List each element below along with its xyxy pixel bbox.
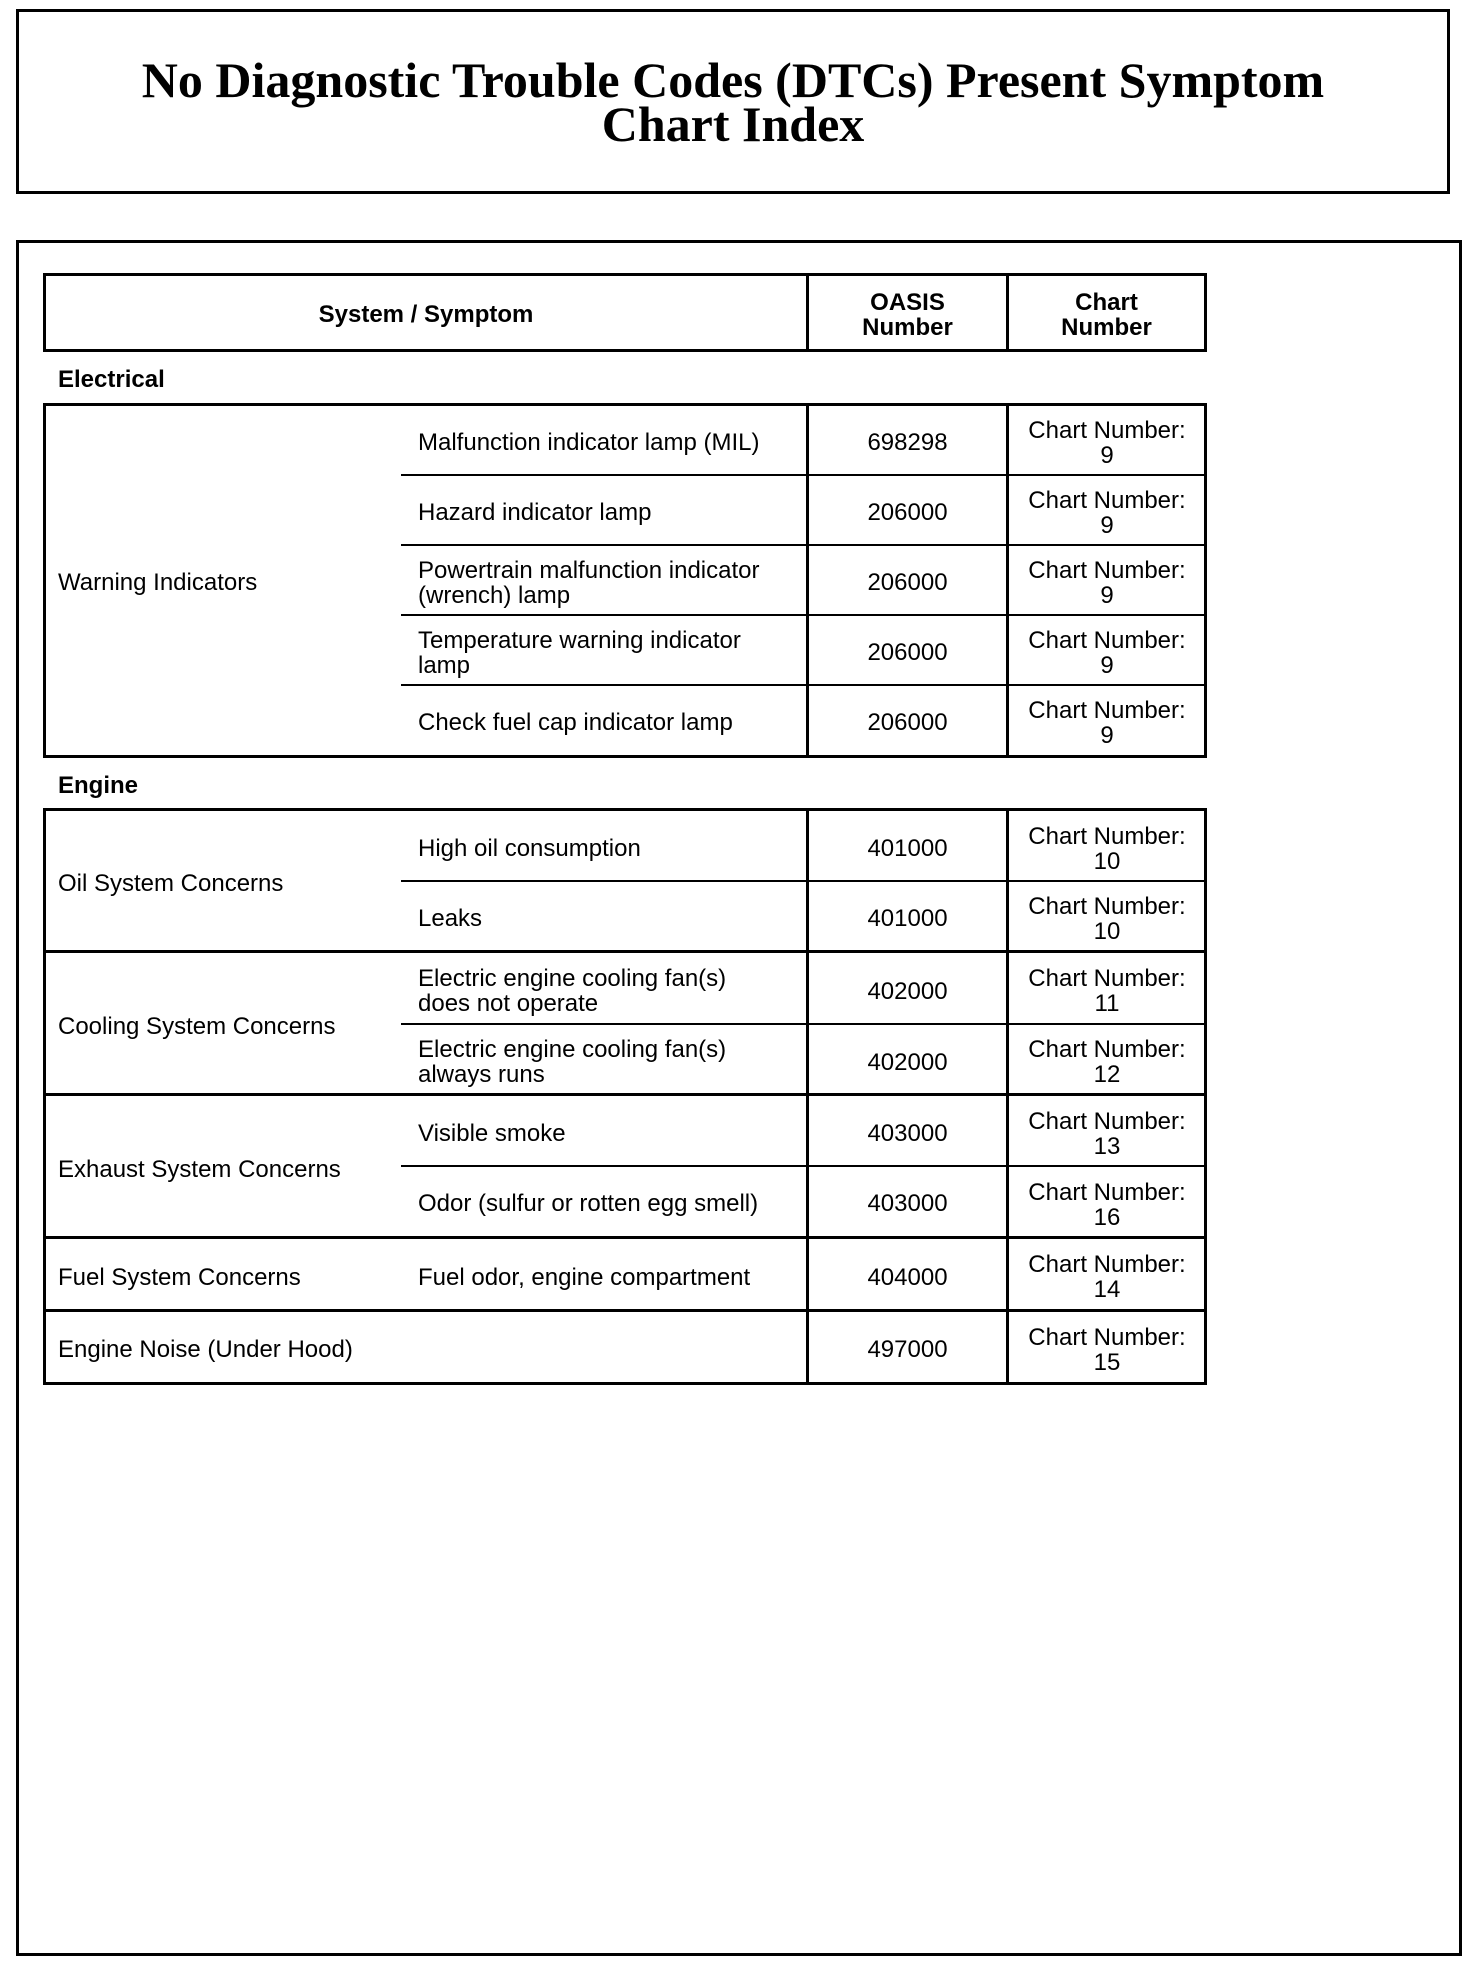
- chart-number-label: Chart Number:: [1028, 1108, 1186, 1135]
- header-system-symptom: System / Symptom: [318, 301, 534, 328]
- oasis-cell: 403000: [867, 1190, 948, 1217]
- page-title-line-1: No Diagnostic Trouble Codes (DTCs) Present Symptom: [141, 51, 1325, 108]
- chart-number-cell: [1008, 824, 1206, 874]
- chart-number-value: 15: [1093, 1349, 1121, 1376]
- oasis-cell: 402000: [867, 978, 948, 1005]
- chart-number-value: 9: [1100, 582, 1114, 609]
- chart-number-cell: [1008, 488, 1206, 538]
- chart-number-value: 14: [1093, 1276, 1121, 1303]
- group-fuel-system: Fuel System Concerns: [58, 1264, 301, 1291]
- oasis-cell: 403000: [867, 1120, 948, 1147]
- chart-number-cell: [1008, 628, 1206, 678]
- row-divider: [401, 1165, 1204, 1167]
- section-electrical: Electrical: [58, 366, 165, 393]
- page-title-line-2: Chart Index: [601, 95, 865, 152]
- chart-number-label: Chart Number:: [1028, 893, 1186, 920]
- chart-number-cell: [1008, 966, 1206, 1016]
- section-engine: Engine: [58, 772, 139, 799]
- symptom-cell: Visible smoke: [418, 1120, 566, 1147]
- symptom-cell: Electric engine cooling fan(s): [418, 1036, 727, 1063]
- symptom-cell: Temperature warning indicator: [418, 627, 741, 654]
- symptom-cell: High oil consumption: [418, 835, 641, 862]
- chart-number-label: Chart Number:: [1028, 627, 1186, 654]
- symptom-cell: Check fuel cap indicator lamp: [418, 709, 733, 736]
- symptom-cell-line-2: does not operate: [418, 990, 599, 1017]
- oasis-cell: 401000: [867, 835, 948, 862]
- chart-number-cell: [1008, 1180, 1206, 1230]
- chart-number-label: Chart Number:: [1028, 557, 1186, 584]
- group-engine-noise: Engine Noise (Under Hood): [58, 1336, 353, 1363]
- chart-number-value: 10: [1093, 848, 1121, 875]
- oasis-cell: 206000: [867, 639, 948, 666]
- chart-number-cell: [1008, 1325, 1206, 1375]
- row-divider: [401, 1023, 1204, 1025]
- oasis-cell: 404000: [867, 1264, 948, 1291]
- oasis-cell: 698298: [867, 429, 948, 456]
- symptom-cell-line-2: always runs: [418, 1061, 545, 1088]
- row-divider: [401, 474, 1204, 476]
- chart-number-label: Chart Number:: [1028, 1179, 1186, 1206]
- oasis-cell: 497000: [867, 1336, 948, 1363]
- row-divider: [401, 544, 1204, 546]
- chart-number-label: Chart Number:: [1028, 1251, 1186, 1278]
- symptom-cell-line-2: lamp: [418, 652, 471, 679]
- chart-number-label: Chart Number:: [1028, 965, 1186, 992]
- oasis-cell: 401000: [867, 905, 948, 932]
- chart-number-label: Chart Number:: [1028, 487, 1186, 514]
- group-cooling-system: Cooling System Concerns: [58, 1013, 336, 1040]
- chart-number-cell: [1008, 1037, 1206, 1087]
- chart-number-value: 9: [1100, 652, 1114, 679]
- chart-number-value: 12: [1093, 1061, 1121, 1088]
- chart-number-cell: [1008, 418, 1206, 468]
- title-box: [16, 9, 1450, 194]
- group-oil-system: Oil System Concerns: [58, 870, 284, 897]
- chart-number-label: Chart Number:: [1028, 417, 1186, 444]
- symptom-cell: Electric engine cooling fan(s): [418, 965, 727, 992]
- group-exhaust-system: Exhaust System Concerns: [58, 1156, 341, 1183]
- chart-number-value: 10: [1093, 918, 1121, 945]
- chart-number-cell: [1008, 894, 1206, 944]
- oasis-cell: 206000: [867, 569, 948, 596]
- oasis-cell: 402000: [867, 1049, 948, 1076]
- symptom-cell: Leaks: [418, 905, 483, 932]
- chart-number-cell: [1008, 698, 1206, 748]
- symptom-cell: Odor (sulfur or rotten egg smell): [418, 1190, 759, 1217]
- symptom-cell: Fuel odor, engine compartment: [418, 1264, 751, 1291]
- chart-number-label: Chart Number:: [1028, 1324, 1186, 1351]
- chart-number-label: Chart Number:: [1028, 697, 1186, 724]
- group-warning-indicators: Warning Indicators: [58, 569, 258, 596]
- symptom-cell: Malfunction indicator lamp (MIL): [418, 429, 760, 456]
- chart-number-value: 16: [1093, 1204, 1121, 1231]
- chart-number-label: Chart Number:: [1028, 823, 1186, 850]
- symptom-cell: Powertrain malfunction indicator: [418, 557, 760, 584]
- chart-number-value: 13: [1093, 1133, 1121, 1160]
- oasis-cell: 206000: [867, 709, 948, 736]
- row-divider: [401, 614, 1204, 616]
- row-divider: [401, 684, 1204, 686]
- chart-number-cell: [1008, 558, 1206, 608]
- symptom-cell-line-2: (wrench) lamp: [418, 582, 571, 609]
- oasis-cell: 206000: [867, 499, 948, 526]
- symptom-cell: Hazard indicator lamp: [418, 499, 652, 526]
- chart-number-value: 9: [1100, 722, 1114, 749]
- chart-number-cell: [1008, 1109, 1206, 1159]
- header-oasis-number: OASIS Number: [862, 289, 953, 341]
- chart-number-value: 9: [1100, 512, 1114, 539]
- chart-number-cell: [1008, 1252, 1206, 1302]
- chart-number-value: 11: [1094, 990, 1120, 1017]
- chart-number-value: 9: [1100, 442, 1114, 469]
- chart-number-label: Chart Number:: [1028, 1036, 1186, 1063]
- header-chart-number: Chart Number: [1061, 289, 1152, 341]
- row-divider: [401, 880, 1204, 882]
